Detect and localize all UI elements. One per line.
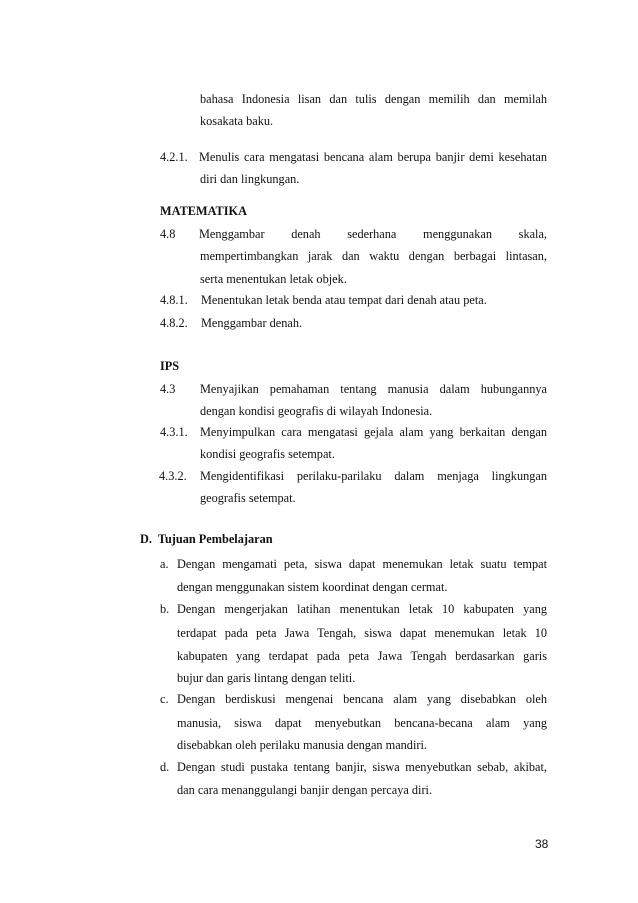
paragraph-line [200,91,547,107]
word: menggunakan [423,227,493,241]
item-text: Menyimpulkan cara mengatasi gejala alam yang berkaitan dengan [200,425,547,439]
list-item-text: Dengan mengerjakan latihan menentukan letak 10 kabupaten yang [177,602,547,616]
word: skala, [518,227,547,241]
list-item-text: Dengan studi pustaka tentang banjir, siswa menyebutkan sebab, akibat, [177,760,547,774]
list-item-text: terdapat pada peta Jawa Tengah, siswa dapat menemukan letak 10 [177,626,547,640]
list-label: d. [160,760,170,774]
list-item-text: dan cara menanggulangi banjir dengan percaya diri. [177,783,433,797]
paragraph-line: kosakata baku. [200,114,274,128]
text-line: bahasa Indonesia lisan dan tulis dengan memilih dan memilah [200,92,547,106]
item-text: mempertimbangkan jarak dan waktu dengan berbagai lintasan, [200,249,547,263]
list-label: b. [160,602,170,616]
section-heading: D. Tujuan Pembelajaran [140,532,273,546]
item-number: 4.3 [160,382,176,396]
item-number: 4.2.1. [160,150,188,164]
item-text: Menentukan letak benda atau tempat dari denah atau peta. [201,293,487,307]
item-number: 4.8.1. [160,293,188,307]
list-item-text: dengan menggunakan sistem koordinat dengan cermat. [177,580,448,594]
item-text: dengan kondisi geografis di wilayah Indonesia. [200,404,433,418]
list-item-text: Dengan berdiskusi mengenai bencana alam yang disebabkan oleh [177,692,547,706]
item-number: 4.3.2. [159,469,187,483]
item-text: Menyajikan pemahaman tentang manusia dalam hubungannya [200,382,547,396]
list-item-text: kabupaten yang terdapat pada peta Jawa Tengah berdasarkan garis [177,649,547,663]
item-text: diri dan lingkungan. [200,172,300,186]
item-number: 4.8 [160,227,176,241]
section-heading: MATEMATIKA [160,204,247,218]
item-number: 4.3.1. [160,425,188,439]
page-number: 38 [535,837,549,851]
item-text: geografis setempat. [200,491,296,505]
item-text: Menggambar denah. [201,316,303,330]
word: sederhana [347,227,397,241]
item-text: serta menentukan letak objek. [200,272,347,286]
word: Menggambar [199,227,265,241]
item-text: Menulis cara mengatasi bencana alam berupa banjir demi kesehatan [199,150,547,164]
list-item-text: bujur dan garis lintang dengan teliti. [177,671,356,685]
item-text [199,226,547,242]
word: denah [291,227,321,241]
list-item-text: manusia, siswa dapat menyebutkan bencana-becana alam yang [177,716,547,730]
list-item-text: disebabkan oleh perilaku manusia dengan mandiri. [177,738,427,752]
list-label: c. [160,692,169,706]
item-text: Mengidentifikasi perilaku-parilaku dalam menjaga lingkungan [200,469,547,483]
section-heading: IPS [160,359,180,373]
item-text: kondisi geografis setempat. [200,447,335,461]
list-item-text: Dengan mengamati peta, siswa dapat menemukan letak suatu tempat [177,557,547,571]
item-number: 4.8.2. [160,316,188,330]
list-label: a. [160,557,169,571]
